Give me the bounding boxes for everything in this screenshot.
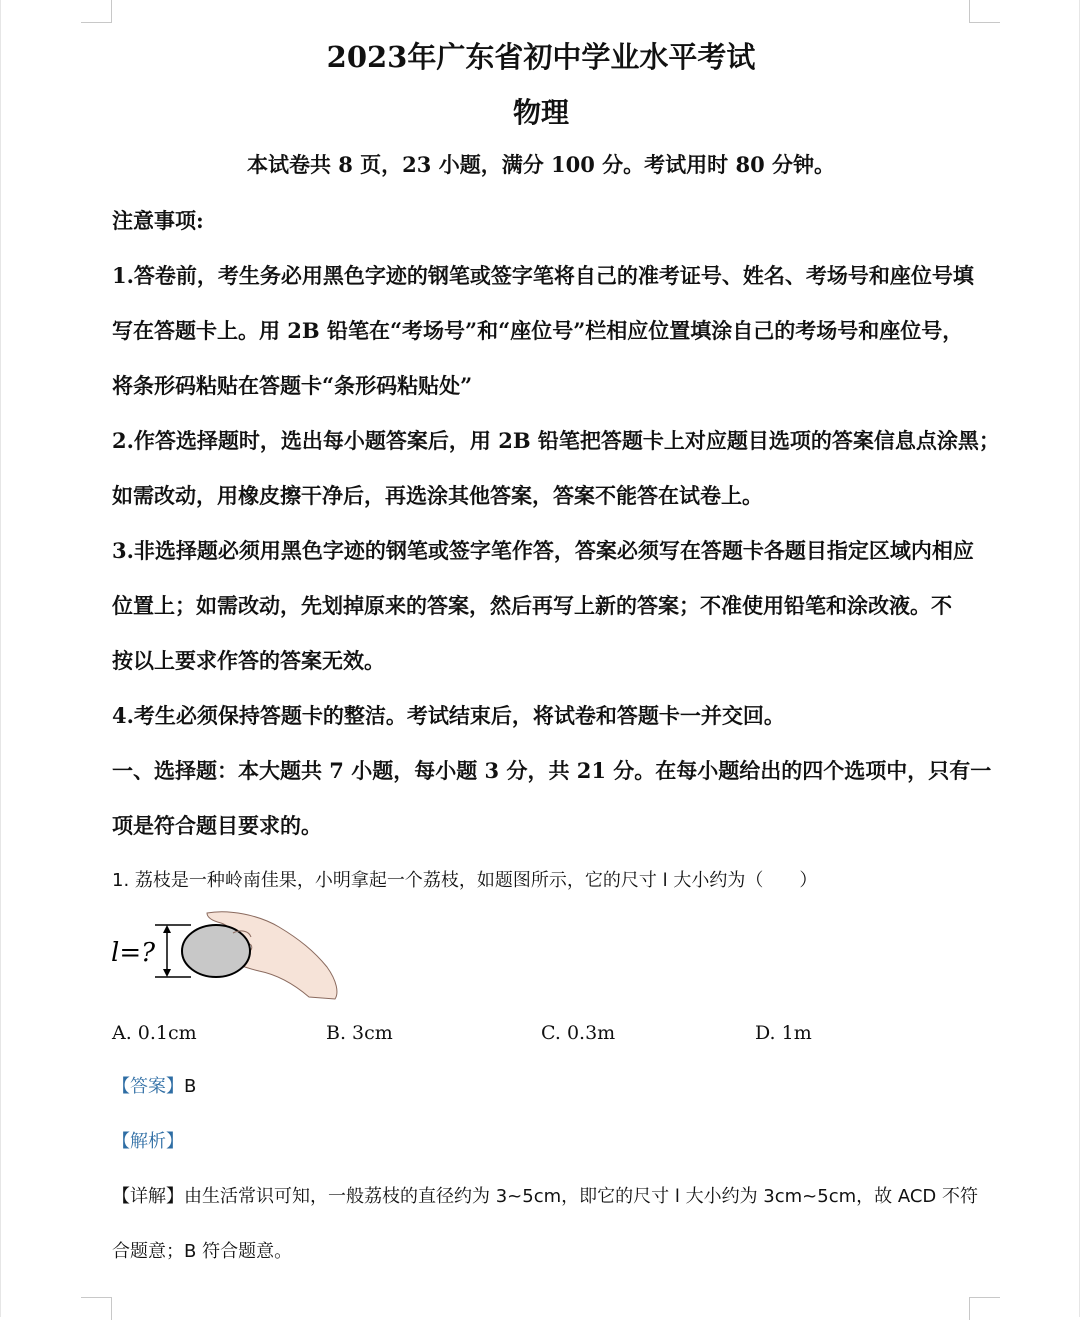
option-c: C. 0.3m	[541, 1022, 616, 1044]
notice-line: 按以上要求作答的答案无效。	[112, 648, 385, 673]
detail-tag: 【详解】	[112, 1186, 184, 1207]
crop-mark	[81, 0, 112, 23]
question-stem: 1. 荔枝是一种岭南佳果，小明拿起一个荔枝，如题图所示，它的尺寸 l 大小约为（ ）	[112, 870, 818, 891]
notice-line: 将条形码粘贴在答题卡“条形码粘贴处”	[112, 373, 473, 398]
detail-line	[112, 1182, 978, 1208]
option-b: B. 3cm	[326, 1022, 393, 1044]
analysis-line	[112, 1127, 184, 1153]
crop-mark	[969, 0, 1000, 23]
subject-title: 物理	[512, 96, 569, 129]
notice-line: 2.作答选择题时，选出每小题答案后，用 2B 铅笔把答题卡上对应题目选项的答案信息点涂黑；	[112, 428, 1000, 453]
answer-tag: 【答案】	[112, 1076, 184, 1097]
size-label: l=?	[111, 938, 156, 968]
litchi-ellipse	[182, 925, 250, 977]
answer-line	[112, 1072, 196, 1098]
analysis-tag: 【解析】	[112, 1131, 184, 1152]
option-d: D. 1m	[755, 1022, 812, 1044]
notice-line: 位置上；如需改动，先划掉原来的答案，然后再写上新的答案；不准使用铅笔和涂改液。不	[112, 593, 952, 618]
answer-value: B	[184, 1076, 197, 1097]
exam-info: 本试卷共 8 页，23 小题，满分 100 分。考试用时 80 分钟。	[246, 152, 836, 177]
exam-title: 2023年广东省初中学业水平考试	[326, 40, 756, 74]
option-a: A. 0.1cm	[112, 1022, 197, 1044]
notice-line: 3.非选择题必须用黑色字迹的钢笔或签字笔作答，答案必须写在答题卡各题目指定区域内相应	[112, 538, 974, 563]
detail-line-2: 合题意；B 符合题意。	[112, 1241, 293, 1262]
notice-line: 4.考生必须保持答题卡的整洁。考试结束后，将试卷和答题卡一并交回。	[112, 703, 785, 728]
notice-line: 1.答卷前，考生务必用黑色字迹的钢笔或签字笔将自己的准考证号、姓名、考场号和座位号填	[112, 263, 974, 288]
notice-heading: 注意事项:	[112, 208, 204, 233]
notice-line: 如需改动，用橡皮擦干净后，再选涂其他答案，答案不能答在试卷上。	[112, 483, 763, 508]
detail-text: 由生活常识可知，一般荔枝的直径约为 3~5cm，即它的尺寸 l 大小约为 3cm~5cm，故 ACD 不符	[184, 1186, 979, 1207]
notice-line: 写在答题卡上。用 2B 铅笔在“考场号”和“座位号”栏相应位置填涂自己的考场号和座位号，	[112, 318, 964, 343]
section-heading-line: 一、选择题：本大题共 7 小题，每小题 3 分，共 21 分。在每小题给出的四个选项中，只有一	[112, 758, 992, 783]
section-heading-line: 项是符合题目要求的。	[112, 813, 322, 838]
litchi-figure	[109, 905, 349, 1005]
